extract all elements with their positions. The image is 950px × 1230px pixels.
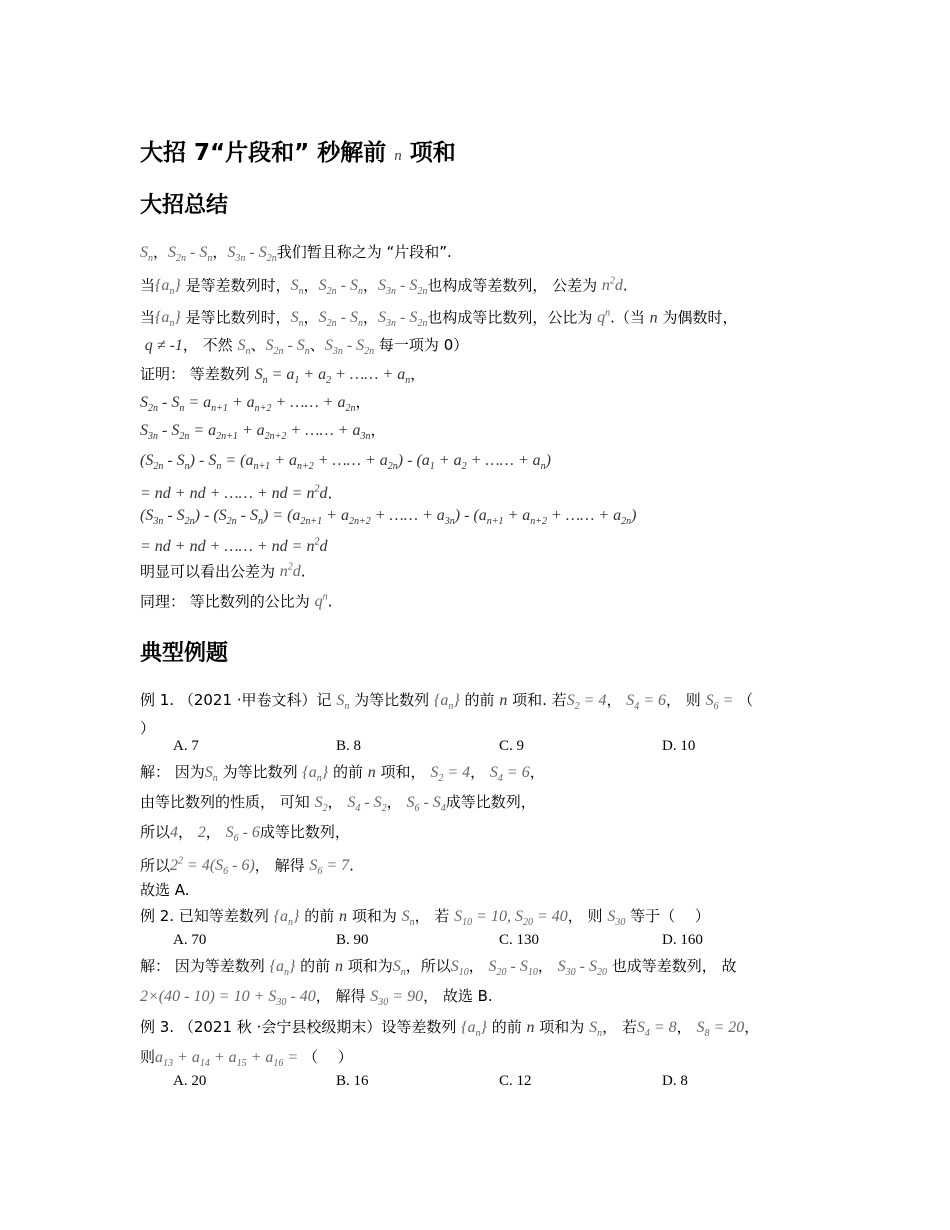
proof-line-5: = nd + nd + …… + nd = $n^2d$. — [140, 484, 333, 503]
example-3-stem: 例 3. （2021 秋 ·会宁县校级期末）设等差数列 $\{a_n\}$ 的前 n 项和为 $S_n$， 若$S_4 = 8$， $S_8 = 20$， — [140, 1018, 760, 1040]
example-3-stem-2: 则$a_{13} + a_{14} + a_{15} + a_{16}$ = （ ） — [140, 1048, 353, 1070]
page-title — [140, 134, 456, 167]
option-c: C. 9 — [499, 738, 525, 754]
summary-line-1: $S_n$，$S_{2n} - S_n$，$S_{3n} - S_{2n}$我们暂且称之为 “片段和”. — [140, 243, 452, 265]
option-d: D. 160 — [662, 932, 703, 948]
example-1-solution-4: 所以$2^2 = 4(S_6 - 6)$， 解得 $S_6 = 7$. — [140, 856, 354, 878]
option-b: B. 8 — [336, 738, 362, 754]
conclusion-line-1: 明显可以看出公差为 $n^2d$. — [140, 562, 306, 581]
proof-line-2: $S_{2n} - S_n = a_{n+1} + a_{n+2}$ + …… + $a_{2n}$， — [140, 393, 371, 415]
option-a: A. 70 — [173, 932, 207, 948]
option-d: D. 8 — [662, 1073, 688, 1089]
example-1-stem: 例 1. （2021 ·甲卷文科）记 $S_n$ 为等比数列 $\{a_n\}$ 的前 n 项和. 若$S_2 = 4$， $S_4 = 6$， 则 $S_6$ = （ — [140, 691, 754, 713]
section-heading-examples: 典型例题 — [140, 641, 229, 666]
option-b: B. 16 — [336, 1073, 369, 1089]
example-1-solution-3: 所以4， 2， $S_6 - 6$成等比数列， — [140, 823, 350, 845]
example-1-answer: 故选 A. — [140, 881, 190, 899]
proof-line-3: $S_{3n} - S_{2n} = a_{2n+1} + a_{2n+2}$ + …… + $a_{3n}$， — [140, 421, 386, 443]
proof-line-4: $(S_{2n} - S_n) - S_n = (a_{n+1} + a_{n+2}$ + …… + $a_{2n}) - (a_1 + a_2$ + …… + $a_n$) — [140, 452, 551, 473]
proof-line-6: $(S_{3n} - S_{2n}) - (S_{2n} - S_n) = (a_{2n+1} + a_{2n+2}$ + …… + $a_{3n}) - (a_{n+1} + a_{n+2}$ + …… + $a_{2n}$) — [140, 507, 637, 528]
title-text: 大招 7“片段和” 秒解前 — [140, 140, 387, 166]
proof-line-1: 证明： 等差数列 $S_n = a_1 + a_2$ + …… + $a_n$， — [140, 365, 426, 387]
summary-line-3: 当$\{a_n\}$ 是等比数列时，$S_n$，$S_{2n} - S_n$，$S_{3n} - S_{2n}$也构成等比数列，公比为 $q^n$.（当 n 为偶数时， — [140, 308, 738, 330]
title-text-end: 项和 — [409, 140, 456, 166]
option-a: A. 7 — [173, 738, 199, 754]
summary-line-2: 当$\{a_n\}$ 是等差数列时，$S_n$，$S_{2n} - S_n$，$S_{3n} - S_{2n}$也构成等差数列， 公差为 $n^2d$. — [140, 276, 628, 298]
example-1-solution-1: 解： 因为$S_n$ 为等比数列 $\{a_n\}$ 的前 n 项和， $S_2 = 4$， $S_4 = 6$， — [140, 763, 545, 785]
example-2-solution-2: $2\times(40 - 10) = 10 + S_{30} - 40$， 解得 $S_{30} = 90$， 故选 B. — [140, 987, 493, 1009]
conclusion-line-2: 同理： 等比数列的公比为 $q^n$. — [140, 592, 333, 611]
example-1-stem-end: ） — [140, 719, 156, 737]
proof-line-7: = nd + nd + …… + nd = $n^2d$ — [140, 537, 328, 556]
example-1-solution-2: 由等比数列的性质， 可知 $S_2$， $S_4 - S_2$， $S_6 - S_4$成等比数列， — [140, 793, 536, 815]
section-heading-summary: 大招总结 — [140, 193, 229, 218]
summary-line-4: q ≠ -1， 不然 $S_n$、$S_{2n} - S_n$、$S_{3n} - S_{2n}$ 每一项为 0） — [144, 336, 469, 358]
example-2-solution-1: 解： 因为等差数列 $\{a_n\}$ 的前 n 项和为$S_n$，所以$S_{10}$， $S_{20} - S_{10}$， $S_{30} - S_{20}$ 也成等差数列， 故 — [140, 957, 737, 979]
option-c: C. 12 — [499, 1073, 532, 1089]
option-a: A. 20 — [173, 1073, 207, 1089]
option-c: C. 130 — [499, 932, 540, 948]
title-variable: n — [394, 148, 402, 164]
example-2-stem: 例 2. 已知等差数列 $\{a_n\}$ 的前 n 项和为 $S_n$， 若 $S_{10} = 10$, $S_{20} = 40$， 则 $S_{30}$ 等于（ ） — [140, 907, 710, 929]
option-d: D. 10 — [662, 738, 696, 754]
option-b: B. 90 — [336, 932, 369, 948]
